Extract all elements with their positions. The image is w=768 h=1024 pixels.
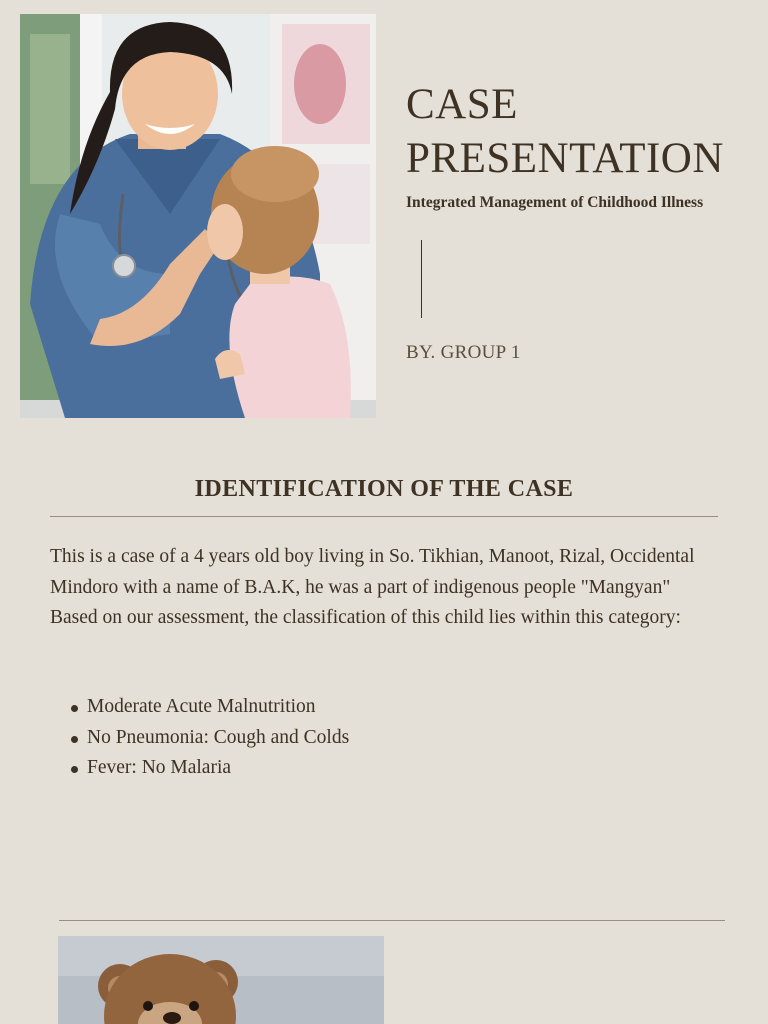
- section-heading-identification: IDENTIFICATION OF THE CASE: [194, 476, 574, 502]
- author-byline: BY. GROUP 1: [406, 342, 521, 363]
- hero-photo-nurse-and-child: [20, 14, 376, 418]
- title-line-case: CASE: [406, 81, 518, 128]
- section-divider: [50, 516, 718, 517]
- page-title: [406, 78, 756, 186]
- list-item: Moderate Acute Malnutrition: [50, 692, 722, 723]
- page-subtitle: Integrated Management of Childhood Illness: [406, 194, 704, 211]
- classification-list: [50, 692, 722, 784]
- title-line-presentation: PRESENTATION: [406, 135, 724, 182]
- list-item: No Pneumonia: Cough and Colds: [50, 723, 722, 754]
- case-description-paragraph: This is a case of a 4 years old boy living in So. Tikhian, Manoot, Rizal, Occidental Mindoro with a name of B.A.K, he was a part of indigenous people "Mangyan" Based on our assessment, the classification of this child lies within this category:: [50, 546, 695, 628]
- hero-photo-illustration: [20, 14, 376, 418]
- vertical-divider: [421, 240, 422, 318]
- list-item: Fever: No Malaria: [50, 753, 722, 784]
- teddy-bear-photo: [58, 936, 384, 1024]
- bottom-divider: [59, 920, 725, 921]
- teddy-bear-illustration: [58, 936, 384, 1024]
